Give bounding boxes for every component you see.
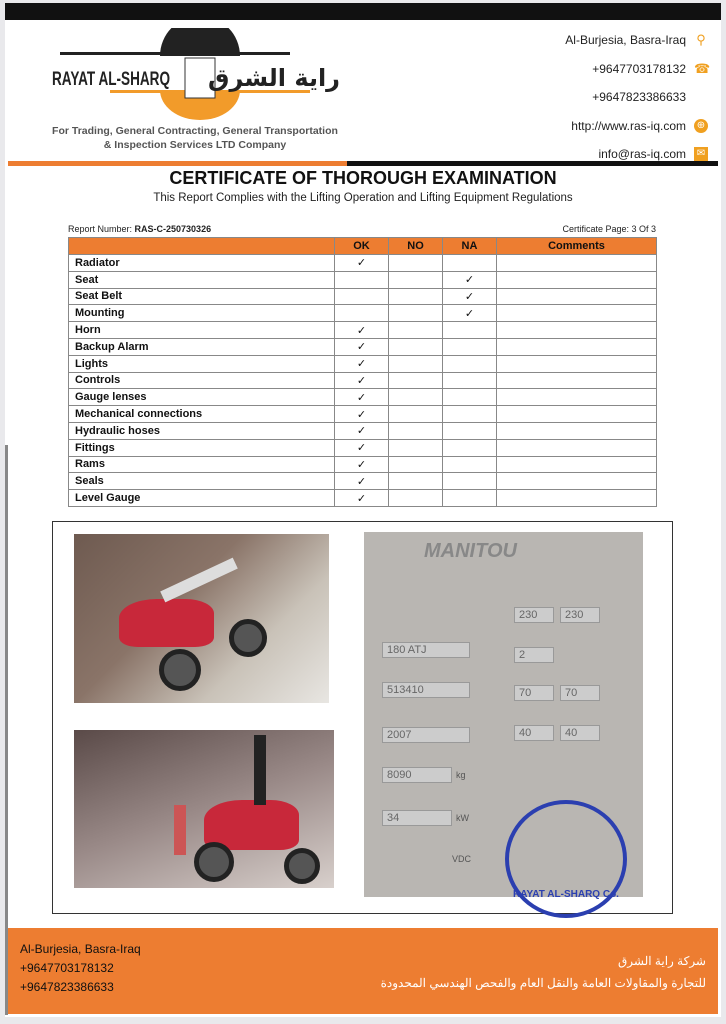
tagline bbox=[40, 124, 350, 152]
equipment-photo-2 bbox=[74, 730, 334, 888]
table-row bbox=[69, 389, 657, 406]
item-cell: Seat bbox=[69, 271, 335, 288]
address-text: Al-Burjesia, Basra-Iraq bbox=[565, 33, 686, 48]
comments-cell bbox=[497, 490, 657, 507]
location-pin-icon: ⚲ bbox=[696, 32, 706, 48]
email-link[interactable]: info@ras-iq.com bbox=[598, 147, 686, 162]
na-cell bbox=[443, 406, 497, 423]
globe-icon: ⊕ bbox=[694, 119, 708, 133]
nameplate-power: 34 bbox=[382, 810, 452, 826]
nameplate-alt-2: 70 bbox=[560, 685, 600, 701]
nameplate-load-2: 230 bbox=[560, 607, 600, 623]
item-cell: Mechanical connections bbox=[69, 406, 335, 423]
table-row bbox=[69, 271, 657, 288]
page-title: CERTIFICATE OF THOROUGH EXAMINATION bbox=[169, 168, 557, 188]
no-cell bbox=[389, 255, 443, 272]
report-number bbox=[68, 224, 211, 234]
comments-cell bbox=[497, 439, 657, 456]
logo-text-en: RAYAT AL-SHARQ bbox=[52, 69, 170, 90]
tagline-line-2: & Inspection Services LTD Company bbox=[103, 139, 287, 151]
table-row bbox=[69, 406, 657, 423]
ok-cell: ✓ bbox=[335, 338, 389, 355]
header-no: NO bbox=[389, 238, 443, 255]
na-cell bbox=[443, 439, 497, 456]
item-cell: Level Gauge bbox=[69, 490, 335, 507]
header-na: NA bbox=[443, 238, 497, 255]
volt-unit: VDC bbox=[452, 854, 472, 864]
table-row bbox=[69, 456, 657, 473]
na-cell bbox=[443, 338, 497, 355]
no-cell bbox=[389, 322, 443, 339]
item-cell: Hydraulic hoses bbox=[69, 422, 335, 439]
nameplate-load-1: 230 bbox=[514, 607, 554, 623]
ok-cell: ✓ bbox=[335, 422, 389, 439]
table-row bbox=[69, 255, 657, 272]
header-item bbox=[69, 238, 335, 255]
ok-cell: ✓ bbox=[335, 473, 389, 490]
comments-cell bbox=[497, 372, 657, 389]
comments-cell bbox=[497, 422, 657, 439]
na-cell bbox=[443, 355, 497, 372]
na-cell bbox=[443, 422, 497, 439]
contact-address bbox=[565, 26, 708, 55]
ok-cell: ✓ bbox=[335, 322, 389, 339]
company-logo bbox=[50, 28, 350, 128]
nameplate-serial: 513410 bbox=[382, 682, 470, 698]
footer-address: Al-Burjesia, Basra-Iraq bbox=[20, 942, 141, 956]
no-cell bbox=[389, 372, 443, 389]
nameplate-force-2: 40 bbox=[560, 725, 600, 741]
comments-cell bbox=[497, 305, 657, 322]
contact-phone-1 bbox=[565, 55, 711, 84]
item-cell: Seals bbox=[69, 473, 335, 490]
table-row bbox=[69, 355, 657, 372]
item-cell: Controls bbox=[69, 372, 335, 389]
ok-cell: ✓ bbox=[335, 456, 389, 473]
na-cell bbox=[443, 490, 497, 507]
ok-cell: ✓ bbox=[335, 355, 389, 372]
report-number-label: Report Number: bbox=[68, 224, 135, 234]
contact-website[interactable] bbox=[565, 112, 708, 141]
footer-phone-2: +9647823386633 bbox=[20, 980, 114, 994]
item-cell: Fittings bbox=[69, 439, 335, 456]
comments-cell bbox=[497, 322, 657, 339]
na-cell bbox=[443, 322, 497, 339]
item-cell: Backup Alarm bbox=[69, 338, 335, 355]
na-cell: ✓ bbox=[443, 288, 497, 305]
top-bar bbox=[5, 3, 721, 20]
nameplate-people: 2 bbox=[514, 647, 554, 663]
ok-cell: ✓ bbox=[335, 439, 389, 456]
ok-cell bbox=[335, 271, 389, 288]
phone-text: +9647823386633 bbox=[592, 90, 686, 105]
mass-unit: kg bbox=[456, 770, 466, 780]
footer-arabic bbox=[381, 950, 706, 994]
nameplate-mass: 8090 bbox=[382, 767, 452, 783]
comments-cell bbox=[497, 255, 657, 272]
table-row bbox=[69, 490, 657, 507]
table-header bbox=[69, 238, 657, 255]
mail-icon: ✉ bbox=[694, 147, 708, 161]
contact-phone-2 bbox=[565, 83, 708, 112]
comments-cell bbox=[497, 406, 657, 423]
ok-cell: ✓ bbox=[335, 490, 389, 507]
comments-cell bbox=[497, 456, 657, 473]
na-cell bbox=[443, 389, 497, 406]
inspection-table bbox=[68, 237, 657, 507]
no-cell bbox=[389, 355, 443, 372]
ok-cell: ✓ bbox=[335, 255, 389, 272]
comments-cell bbox=[497, 389, 657, 406]
no-cell bbox=[389, 305, 443, 322]
nameplate-brand: MANITOU bbox=[424, 540, 517, 562]
na-cell bbox=[443, 255, 497, 272]
footer-contact bbox=[20, 940, 141, 997]
table-row bbox=[69, 439, 657, 456]
ok-cell bbox=[335, 288, 389, 305]
table-row bbox=[69, 305, 657, 322]
item-cell: Gauge lenses bbox=[69, 389, 335, 406]
no-cell bbox=[389, 439, 443, 456]
footer-phone-1: +9647703178132 bbox=[20, 961, 114, 975]
report-number-value: RAS-C-250730326 bbox=[134, 224, 212, 234]
item-cell: Seat Belt bbox=[69, 288, 335, 305]
na-cell: ✓ bbox=[443, 305, 497, 322]
ok-cell: ✓ bbox=[335, 372, 389, 389]
header-ok: OK bbox=[335, 238, 389, 255]
ok-cell: ✓ bbox=[335, 406, 389, 423]
table-row bbox=[69, 288, 657, 305]
footer-arabic-line-2: للتجارة والمقاولات العامة والنقل العام والفحص الهندسي المحدودة bbox=[380, 976, 706, 990]
tagline-line-1: For Trading, General Contracting, General Transportation bbox=[52, 125, 338, 137]
comments-cell bbox=[497, 288, 657, 305]
page-subtitle: This Report Complies with the Lifting Operation and Lifting Equipment Regulations bbox=[153, 192, 573, 204]
na-cell: ✓ bbox=[443, 271, 497, 288]
no-cell bbox=[389, 288, 443, 305]
item-cell: Mounting bbox=[69, 305, 335, 322]
stamp-text: RAYAT AL-SHARQ Co. bbox=[513, 889, 619, 900]
header-comments: Comments bbox=[497, 238, 657, 255]
contact-info bbox=[565, 26, 711, 169]
divider-black bbox=[347, 161, 718, 166]
comments-cell bbox=[497, 271, 657, 288]
comments-cell bbox=[497, 338, 657, 355]
no-cell bbox=[389, 406, 443, 423]
no-cell bbox=[389, 422, 443, 439]
table-row bbox=[69, 372, 657, 389]
comments-cell bbox=[497, 355, 657, 372]
na-cell bbox=[443, 372, 497, 389]
no-cell bbox=[389, 338, 443, 355]
equipment-photo-1 bbox=[74, 534, 329, 703]
item-cell: Horn bbox=[69, 322, 335, 339]
company-stamp bbox=[505, 800, 627, 918]
phone-text: +9647703178132 bbox=[592, 61, 686, 76]
na-cell bbox=[443, 456, 497, 473]
na-cell bbox=[443, 473, 497, 490]
ok-cell bbox=[335, 305, 389, 322]
table-row bbox=[69, 322, 657, 339]
no-cell bbox=[389, 271, 443, 288]
power-unit: kW bbox=[456, 813, 469, 823]
nameplate-force-1: 40 bbox=[514, 725, 554, 741]
item-cell: Rams bbox=[69, 456, 335, 473]
table-row bbox=[69, 338, 657, 355]
logo-text-ar: راية الشرق bbox=[207, 64, 340, 92]
nameplate-year: 2007 bbox=[382, 727, 470, 743]
nameplate-model: 180 ATJ bbox=[382, 642, 470, 658]
divider-orange bbox=[8, 161, 347, 166]
footer-arabic-line-1: شركة راية الشرق bbox=[617, 954, 706, 968]
no-cell bbox=[389, 490, 443, 507]
website-link[interactable]: http://www.ras-iq.com bbox=[571, 118, 686, 133]
no-cell bbox=[389, 389, 443, 406]
footer bbox=[8, 928, 718, 1014]
comments-cell bbox=[497, 473, 657, 490]
item-cell: Radiator bbox=[69, 255, 335, 272]
no-cell bbox=[389, 473, 443, 490]
nameplate-alt-1: 70 bbox=[514, 685, 554, 701]
ok-cell: ✓ bbox=[335, 389, 389, 406]
table-row bbox=[69, 473, 657, 490]
phone-icon: ☎ bbox=[694, 60, 711, 76]
no-cell bbox=[389, 456, 443, 473]
item-cell: Lights bbox=[69, 355, 335, 372]
certificate-page: Certificate Page: 3 Of 3 bbox=[562, 224, 656, 234]
table-row bbox=[69, 422, 657, 439]
